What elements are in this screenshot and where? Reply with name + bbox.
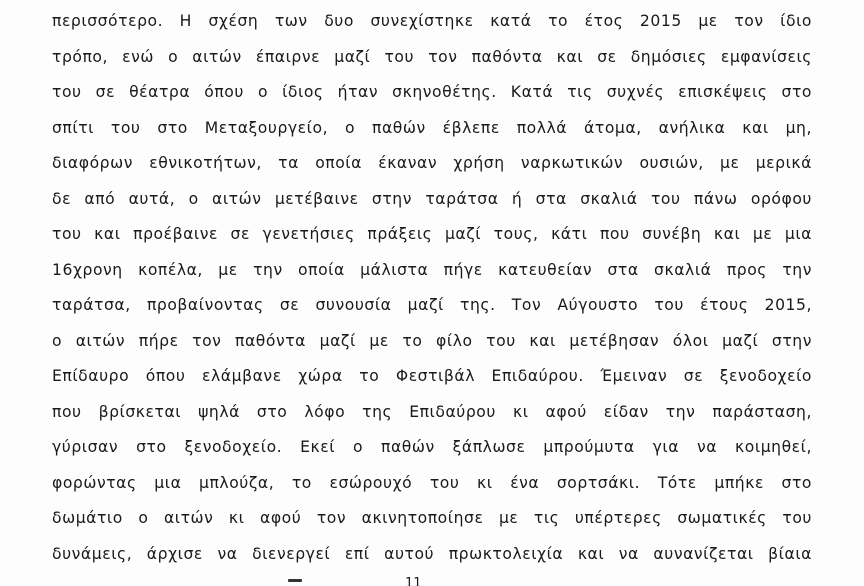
text-line-2: τρόπο, ενώ ο αιτών έπαιρνε μαζί του τον παθόντα και σε δημόσιες εμφανίσεις	[52, 47, 812, 66]
text-line-16: δυνάμεις, άρχισε να διενεργεί επί αυτού πρωκτολειχία και να αυνανίζεται βίαια	[52, 544, 812, 563]
text-line-1: περισσότερο. Η σχέση των δυο συνεχίστηκε κατά το έτος 2015 με τον ίδιο	[52, 12, 812, 30]
text-line-11: Επίδαυρο όπου ελάμβανε χώρα το Φεστιβάλ Επιδαύρου. Έμειναν σε ξενοδοχείο	[52, 367, 812, 385]
text-line-12: που βρίσκεται ψηλά στο λόφο της Επιδαύρου κι αφού είδαν την παράσταση,	[52, 402, 812, 421]
text-line-6: δε από αυτά, ο αιτών μετέβαινε στην ταράτσα ή στα σκαλιά του πάνω ορόφου	[52, 189, 812, 208]
text-line-13: γύρισαν στο ξενοδοχείο. Εκεί ο παθών ξάπλωσε μπρούμυτα για να κοιμηθεί,	[52, 438, 812, 456]
text-line-3: του σε θέατρα όπου ο ίδιος ήταν σκηνοθέτης. Κατά τις συχνές επισκέψεις στο	[52, 83, 812, 101]
text-line-7: του και προέβαινε σε γενετήσιες πράξεις μαζί τους, κάτι που συνέβη και με μια	[52, 225, 812, 243]
text-line-4: σπίτι του στο Μεταξουργείο, ο παθών έβλεπε πολλά άτομα, ανήλικα και μη,	[52, 118, 812, 137]
text-line-8: 16χρονη κοπέλα, με την οποία μάλιστα πήγε κατευθείαν στα σκαλιά προς την	[52, 260, 812, 279]
text-line-5: διαφόρων εθνικοτήτων, τα οποία έκαναν χρήση ναρκωτικών ουσιών, με μερικά	[52, 154, 812, 172]
page-number: 11	[405, 576, 422, 586]
document-body	[52, 4, 812, 572]
text-line-14: φορώντας μια μπλούζα, το εσώρουχό του κι ένα σορτσάκι. Τότε μπήκε στο	[52, 473, 812, 492]
text-line-10: ο αιτών πήρε τον παθόντα μαζί με το φίλο του και μετέβησαν όλοι μαζί στην	[52, 331, 812, 350]
text-line-15: δωμάτιο ο αιτών κι αφού τον ακινητοποίησε με τις υπέρτερες σωματικές του	[52, 509, 812, 527]
text-line-9: ταράτσα, προβαίνοντας σε συνουσία μαζί της. Τον Αύγουστο του έτους 2015,	[52, 296, 812, 314]
scan-mark	[288, 579, 302, 582]
